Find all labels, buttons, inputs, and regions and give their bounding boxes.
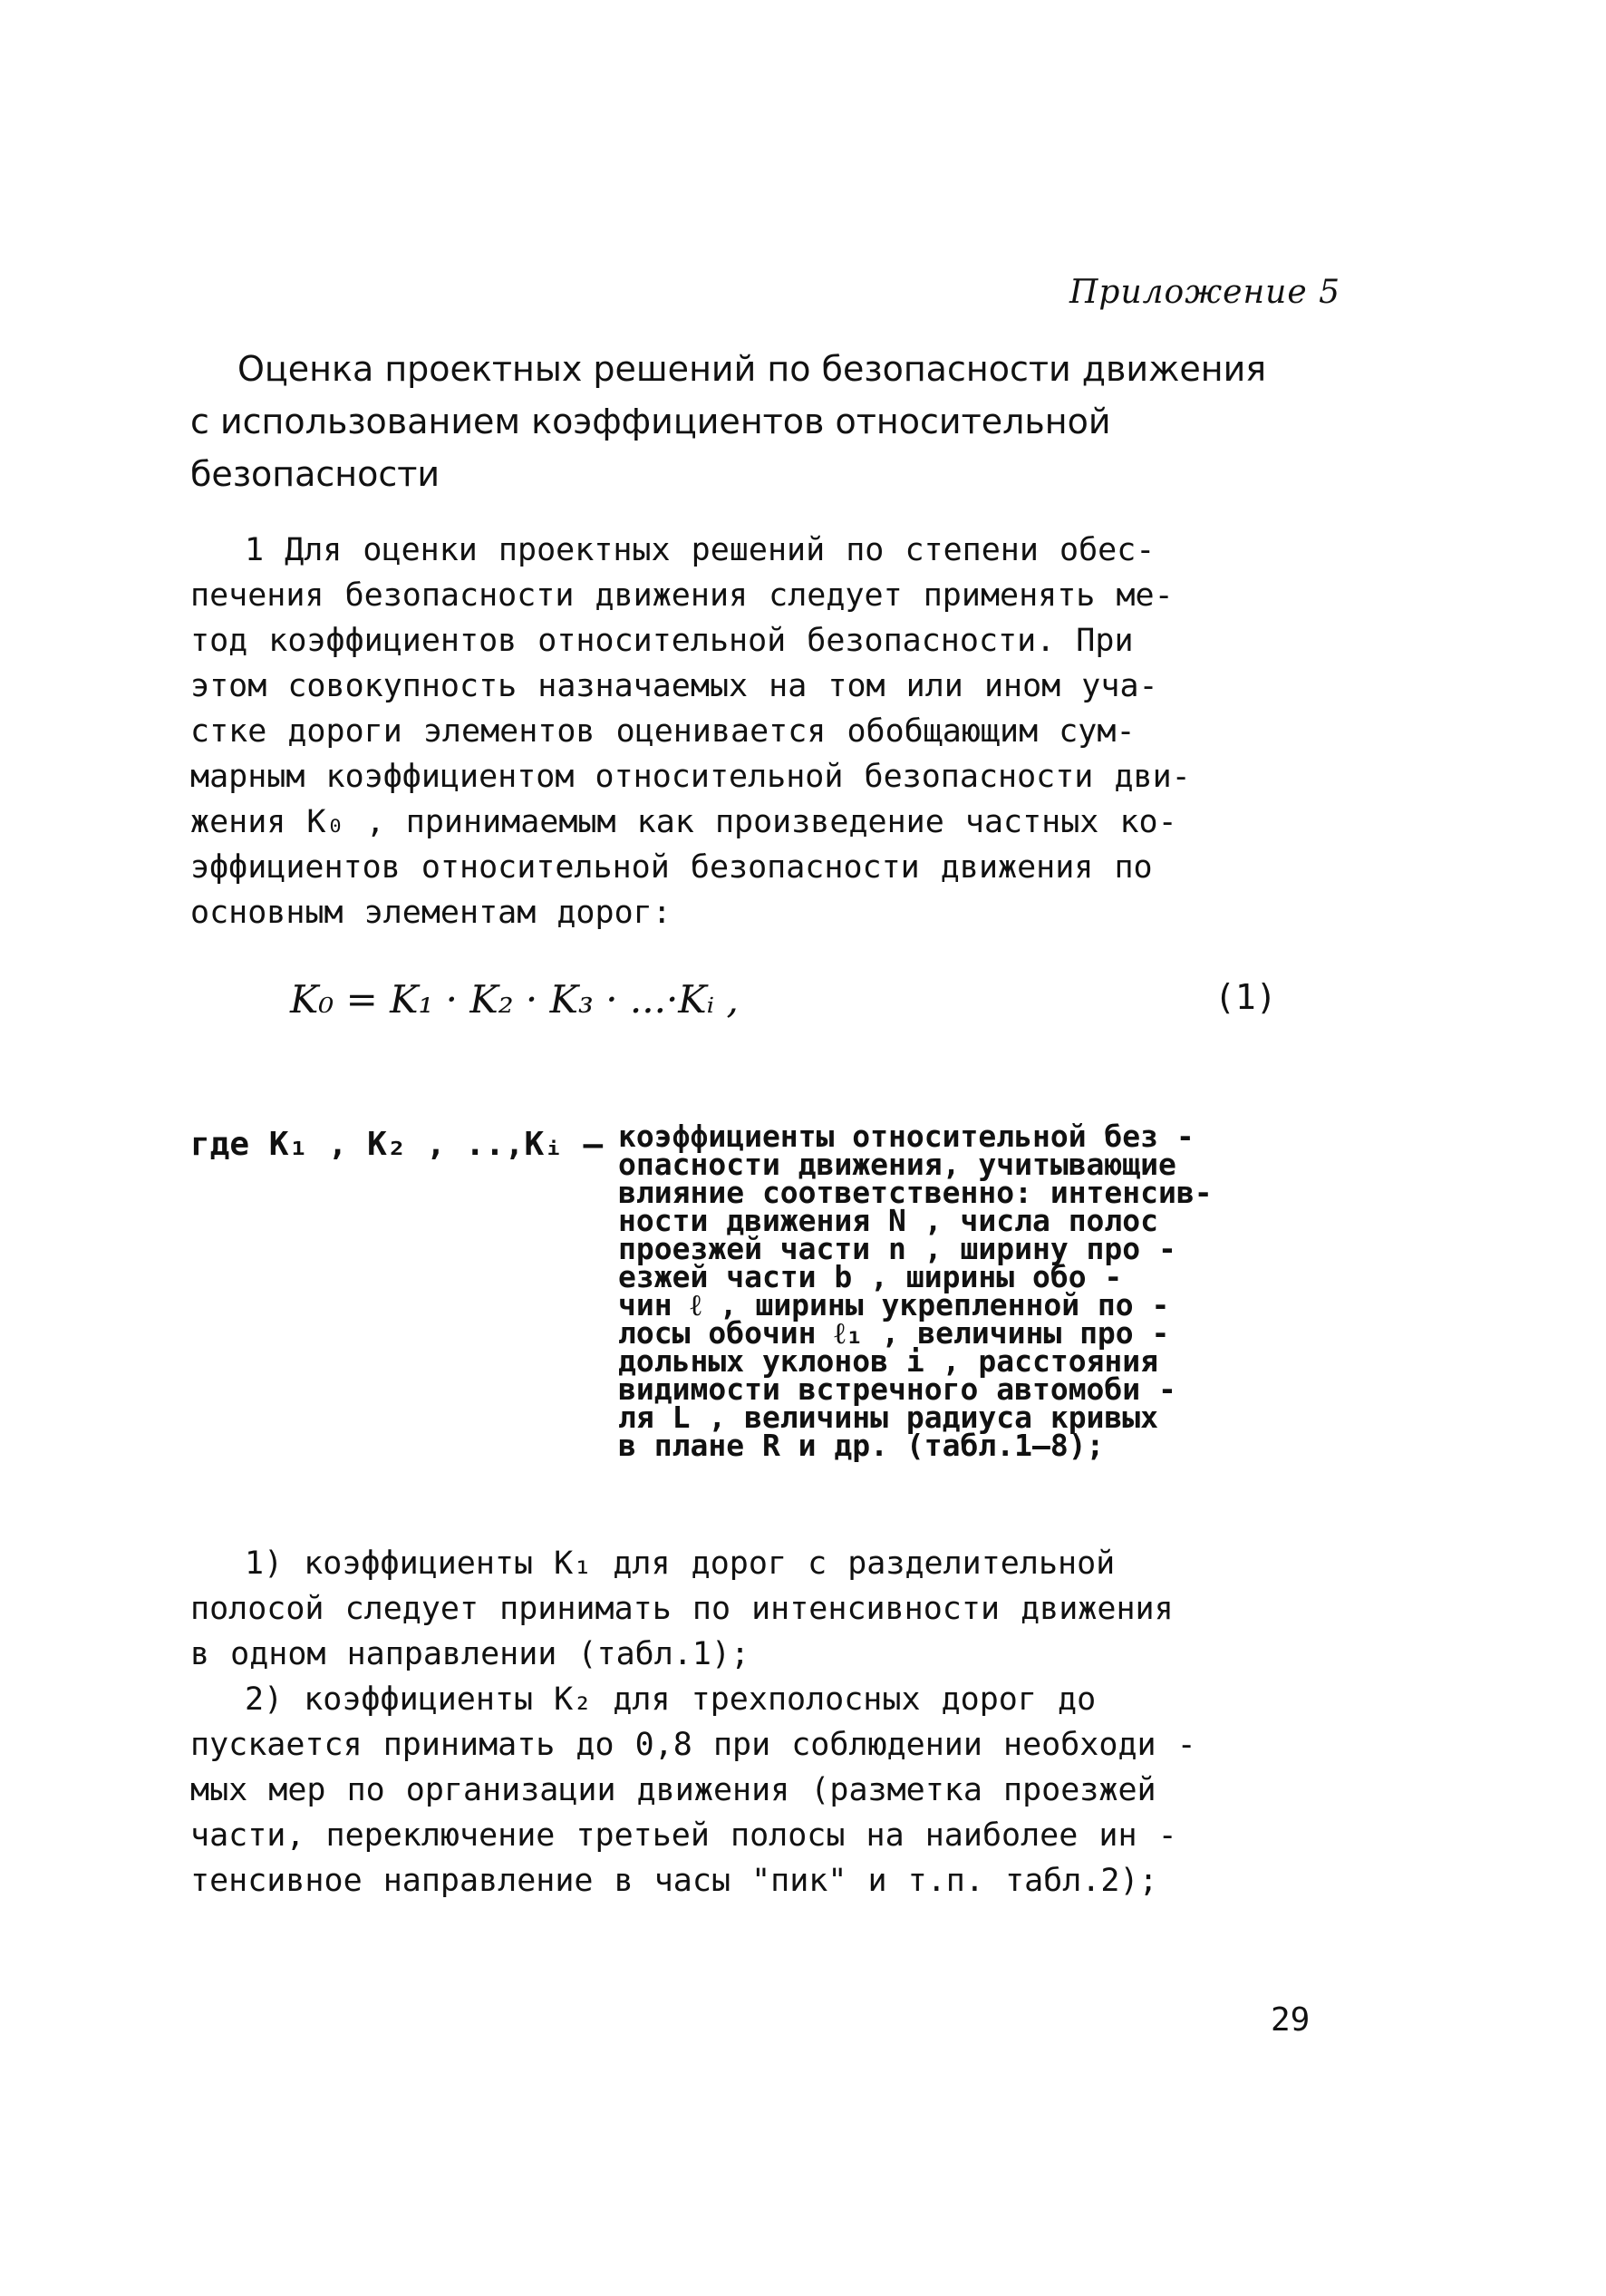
definition-line: ности движения N , числа полос (618, 1203, 1159, 1238)
list-item-2 (190, 1677, 1350, 1904)
paragraph-line: 1 Для оценки проектных решений по степени обес- (245, 532, 1156, 568)
paragraph-line: печения безопасности движения следует применять ме- (190, 577, 1174, 614)
list-item-line: полосой следует принимать по интенсивности движения (190, 1591, 1174, 1627)
definition-line: лосы обочин ℓ₁ , величины про - (618, 1315, 1170, 1351)
formula-number: (1) (1214, 977, 1277, 1017)
definition-line: дольных уклонов i , расстояния (618, 1343, 1159, 1379)
paragraph-line: этом совокупность назначаемых на том или ином уча- (190, 668, 1158, 704)
definition-line: коэффициенты относительной без - (618, 1119, 1195, 1154)
definition-line: езжей части b , ширины обо - (618, 1259, 1123, 1294)
where-definition (618, 1119, 1343, 1463)
title-line-2: с использованием коэффициентов относительной безопасности (190, 402, 1111, 494)
section-title (190, 343, 1369, 500)
paragraph-1 (190, 528, 1350, 935)
definition-line: видимости встречного автомоби - (618, 1371, 1176, 1407)
list-item-line: части, переключение третьей полосы на наиболее ин - (190, 1817, 1177, 1854)
paragraph-line: марным коэффициентом относительной безопасности дви- (190, 759, 1191, 795)
title-line-1: Оценка проектных решений по безопасности движения (237, 349, 1267, 389)
definition-line: влияние соответственно: интенсив- (618, 1175, 1213, 1210)
where-lead: где K₁ , K₂ , ..,Kᵢ – (190, 1126, 604, 1163)
definition-line: в плане R и др. (табл.1–8); (618, 1428, 1105, 1463)
list-item-line: в одном направлении (табл.1); (190, 1636, 750, 1672)
paragraph-line: тод коэффициентов относительной безопасности. При (190, 623, 1134, 659)
definition-line: ля L , величины радиуса кривых (618, 1400, 1159, 1435)
list-item-line: 1) коэффициенты K₁ для дорог с разделительной (245, 1545, 1116, 1582)
paragraph-line: основным элементам дорог: (190, 895, 672, 931)
list-item-line: 2) коэффициенты K₂ для трехполосных дорог до (245, 1681, 1097, 1718)
page-number: 29 (1271, 2001, 1311, 2039)
formula-expression: K₀ = K₁ · K₂ · K₃ · ...·Kᵢ , (290, 977, 739, 1022)
list-item-line: тенсивное направление в часы "пик" и т.п. табл.2); (190, 1863, 1158, 1899)
definition-line: опасности движения, учитывающие (618, 1147, 1176, 1182)
list-item-line: мых мер по организации движения (разметка проезжей (190, 1772, 1156, 1808)
list-item-1 (190, 1541, 1350, 1677)
list-item-line: пускается принимать до 0,8 при соблюдении необходи - (190, 1727, 1196, 1763)
definition-line: чин ℓ , ширины укрепленной по - (618, 1287, 1170, 1322)
paragraph-line: эффициентов относительной безопасности движения по (190, 849, 1153, 886)
definition-line: проезжей части n , ширину про - (618, 1231, 1176, 1266)
appendix-label: Приложение 5 (1069, 274, 1340, 311)
paragraph-line: жения K₀ , принимаемым как произведение частных ко- (190, 804, 1177, 840)
paragraph-line: стке дороги элементов оценивается обобщающим сум- (190, 713, 1136, 750)
